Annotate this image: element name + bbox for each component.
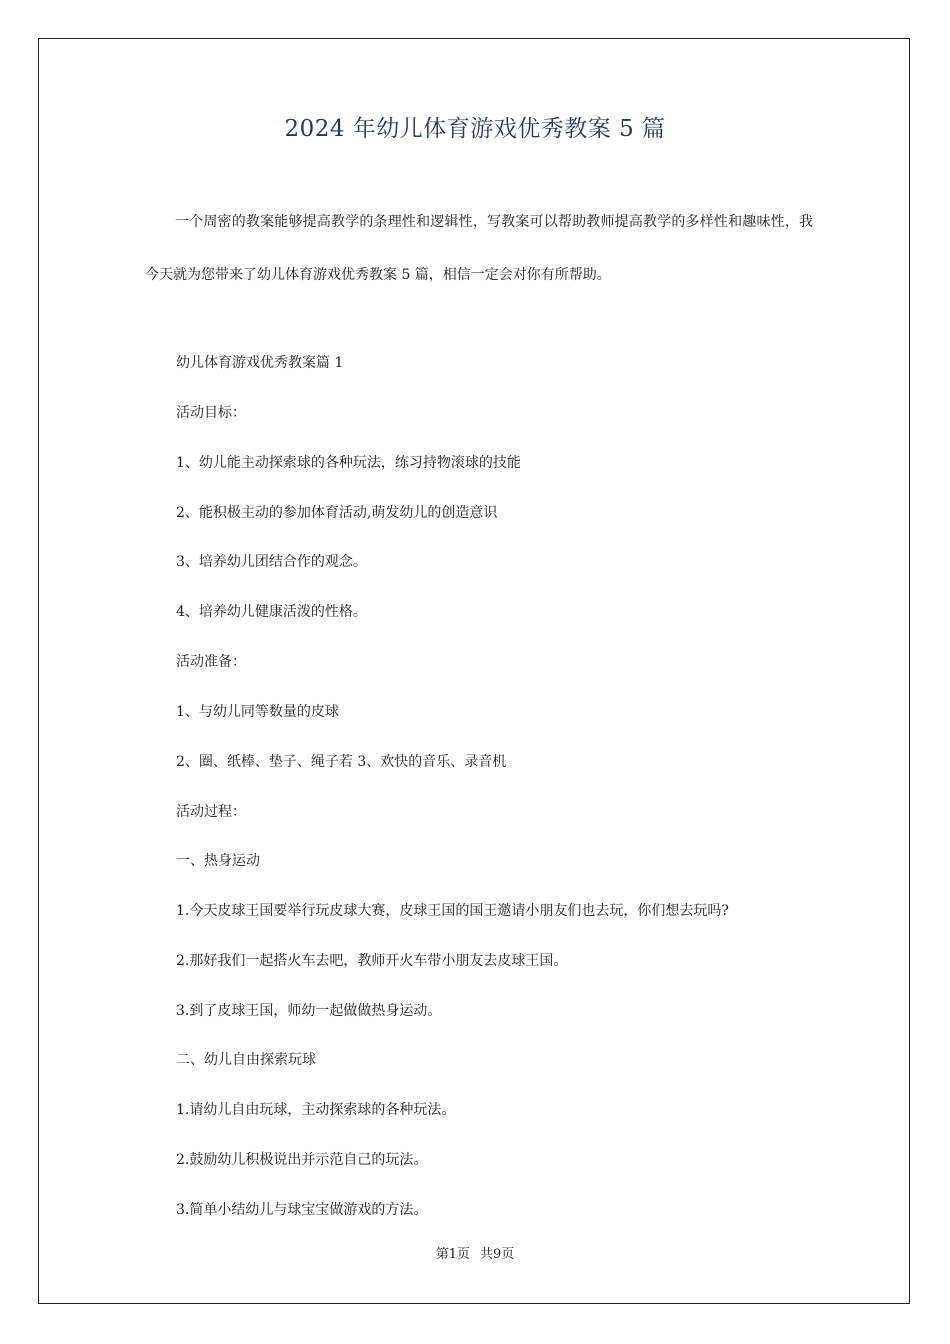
body-line: 2、能积极主动的参加体育活动,萌发幼儿的创造意识 bbox=[176, 505, 498, 521]
intro-paragraph: 一个周密的教案能够提高教学的条理性和逻辑性，写教案可以帮助教师提高教学的多样性和趣味性，我今天就为您带来了幼儿体育游戏优秀教案 5 篇，相信一定会对你有所帮助。 bbox=[145, 214, 813, 283]
body-line: 活动准备： bbox=[176, 654, 246, 670]
body-line: 2.鼓励幼儿积极说出并示范自己的玩法。 bbox=[176, 1152, 428, 1168]
body-line: 1.请幼儿自由玩球，主动探索球的各种玩法。 bbox=[176, 1102, 456, 1118]
body-line: 二、幼儿自由探索玩球 bbox=[176, 1052, 316, 1068]
body-line: 2.那好我们一起搭火车去吧，教师开火车带小朋友去皮球王国。 bbox=[176, 953, 568, 969]
section-heading: 幼儿体育游戏优秀教案篇 1 bbox=[176, 355, 344, 371]
body-line: 3、培养幼儿团结合作的观念。 bbox=[176, 554, 367, 570]
page-number: 第1页 bbox=[435, 1247, 470, 1262]
body-line: 3.到了皮球王国，师幼一起做做热身运动。 bbox=[176, 1003, 442, 1019]
body-line: 4、培养幼儿健康活泼的性格。 bbox=[176, 604, 367, 620]
document-title: 2024 年幼儿体育游戏优秀教案 5 篇 bbox=[284, 116, 666, 142]
body-line: 一、热身运动 bbox=[176, 853, 260, 869]
body-line: 活动过程： bbox=[176, 804, 246, 820]
body-line: 活动目标： bbox=[176, 405, 246, 421]
page-footer bbox=[0, 1246, 950, 1264]
body-line: 3.简单小结幼儿与球宝宝做游戏的方法。 bbox=[176, 1202, 428, 1218]
body-line: 1、与幼儿同等数量的皮球 bbox=[176, 704, 339, 720]
body-line: 1、幼儿能主动探索球的各种玩法，练习持物滚球的技能 bbox=[176, 455, 521, 471]
body-line: 2、圈、纸棒、垫子、绳子若 3、欢快的音乐、录音机 bbox=[176, 754, 507, 770]
body-line: 1.今天皮球王国要举行玩皮球大赛，皮球王国的国王邀请小朋友们也去玩，你们想去玩吗? bbox=[176, 903, 729, 919]
page-total: 共9页 bbox=[480, 1247, 515, 1262]
